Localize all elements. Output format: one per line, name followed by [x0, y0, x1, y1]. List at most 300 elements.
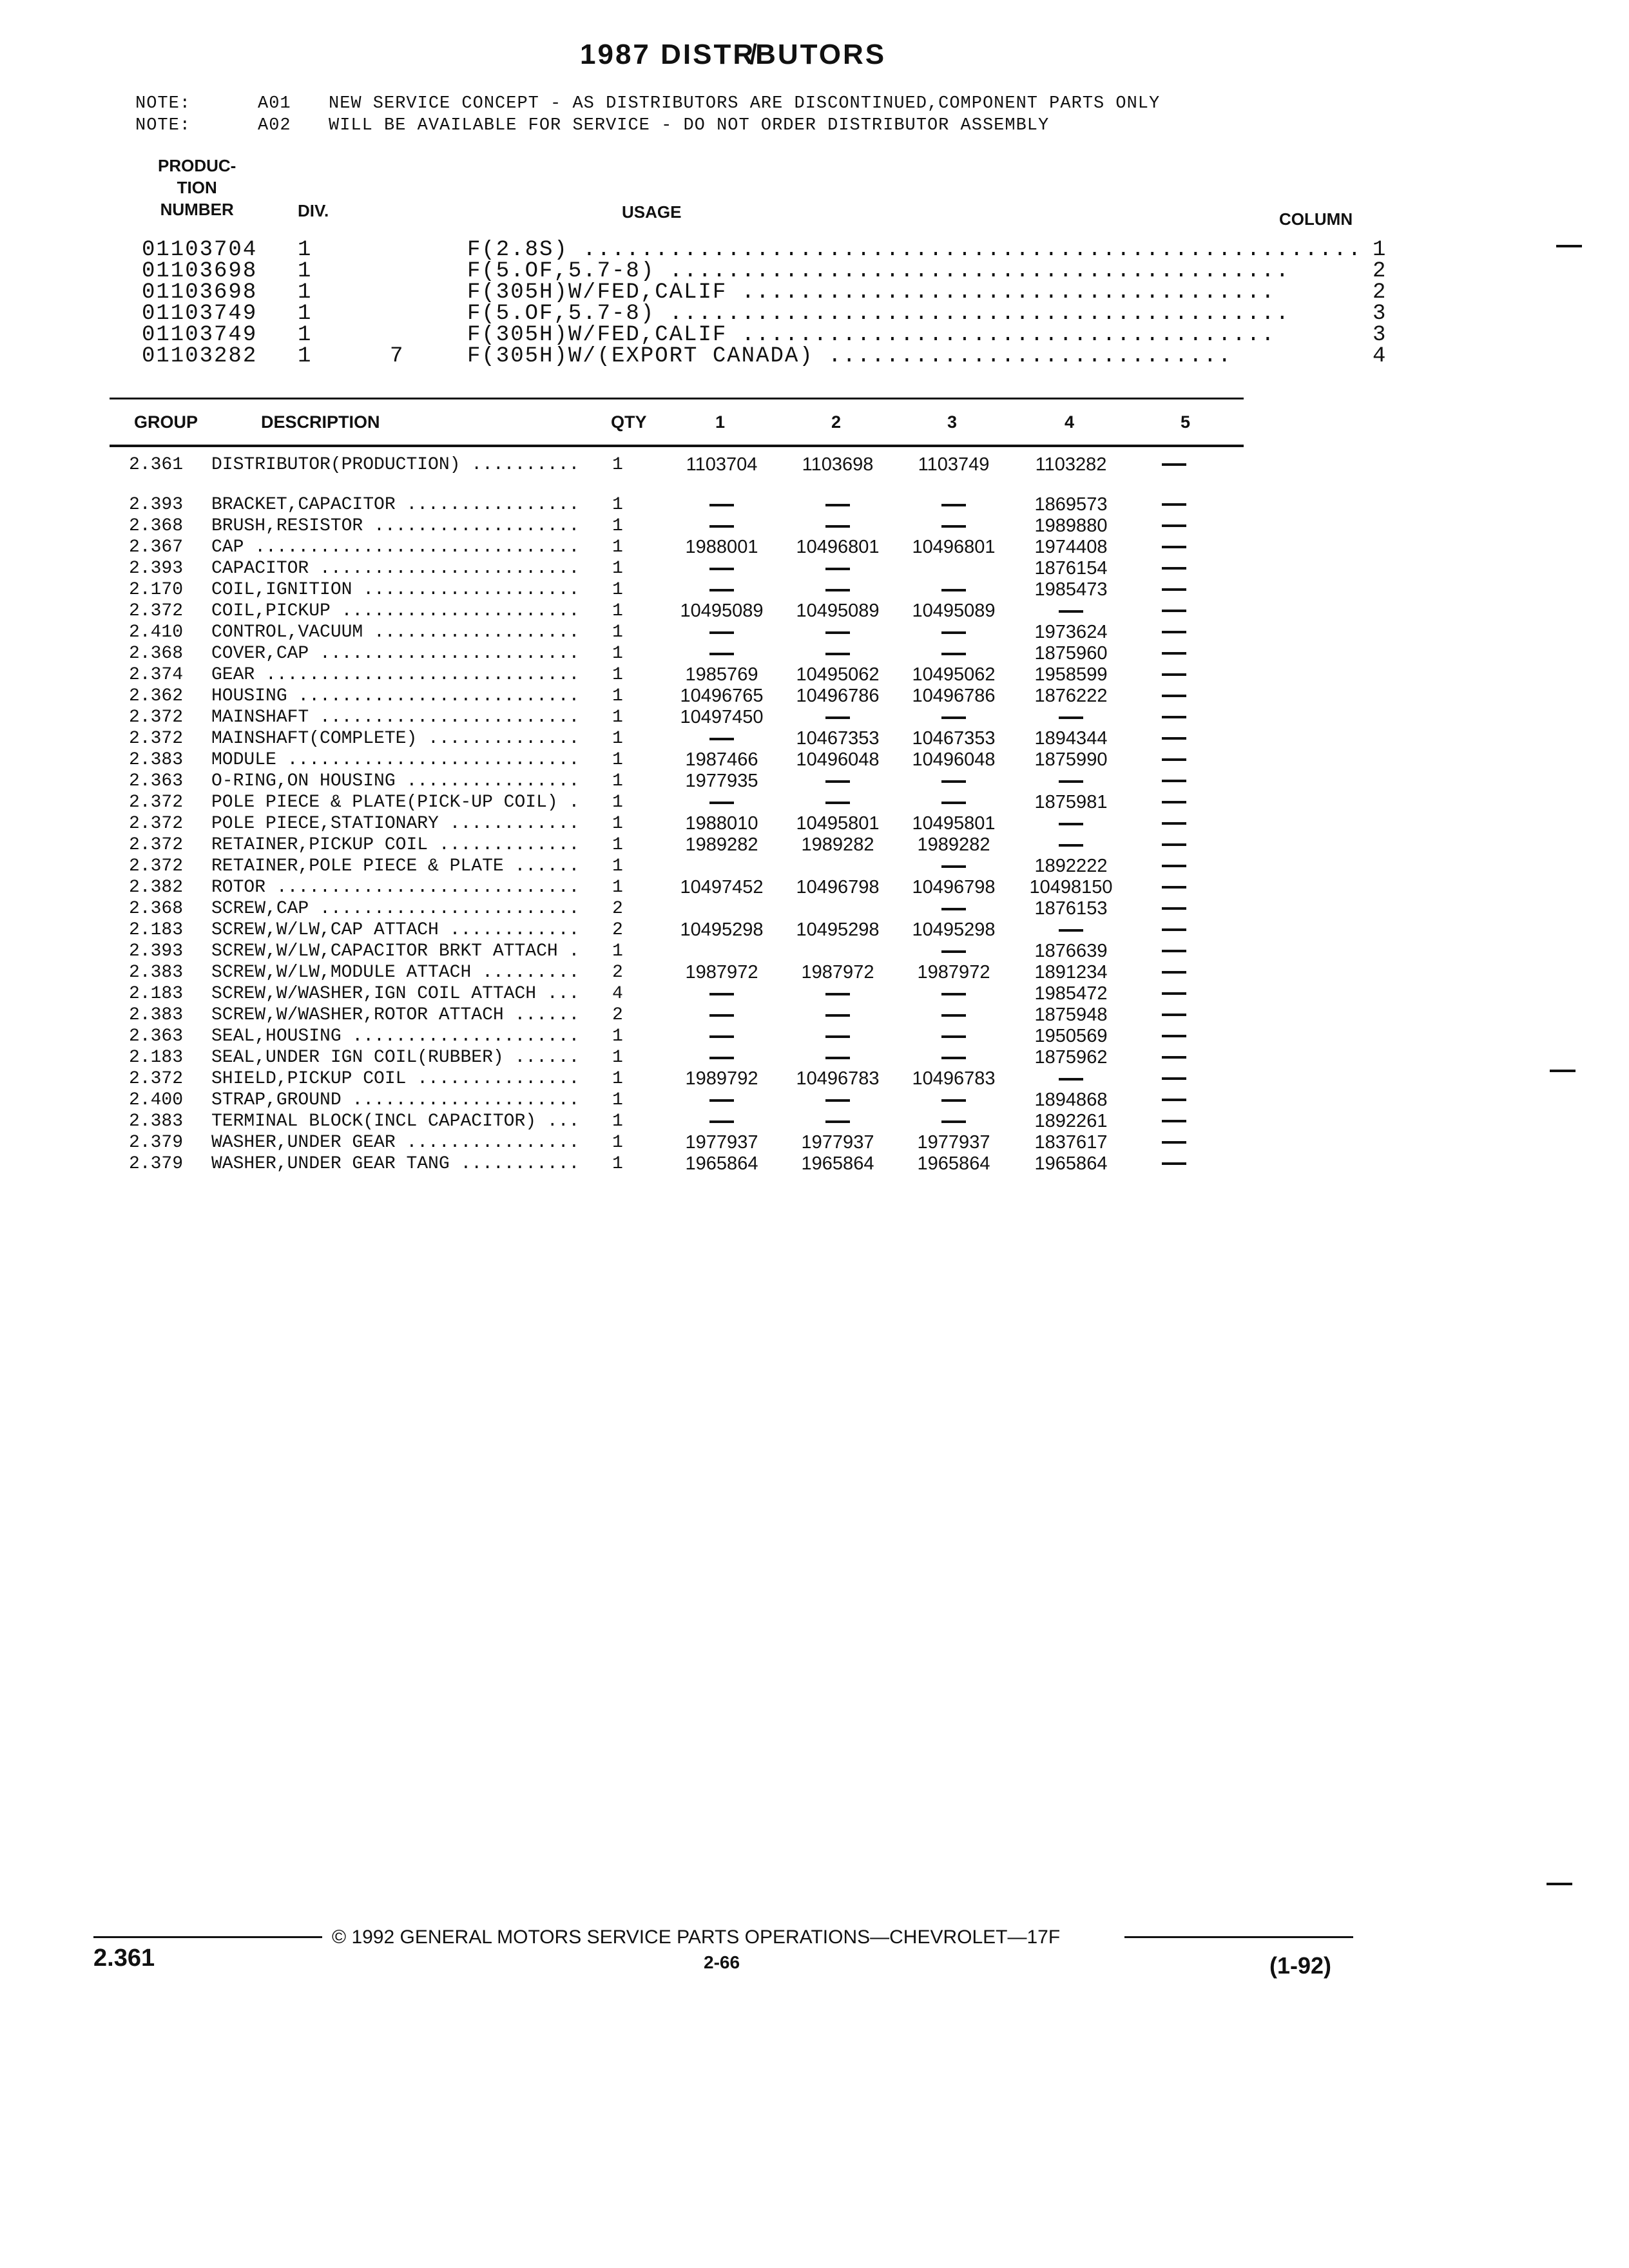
div-header: DIV. [298, 201, 329, 220]
column-4-value: 1875960 [1034, 643, 1108, 664]
column-number: 2 [1373, 259, 1387, 284]
quantity: 1 [612, 793, 623, 812]
column-2-value-dash [773, 1047, 902, 1068]
quantity: 1 [612, 1154, 623, 1174]
column-2-value-dash [773, 707, 902, 728]
part-description: MAINSHAFT ........................ [211, 707, 580, 727]
part-description: BRUSH,RESISTOR ................... [211, 516, 580, 536]
group-number: 2.368 [129, 644, 184, 664]
column-1-value-dash [657, 728, 786, 749]
column-2-value: 1965864 [801, 1153, 874, 1174]
table-row [129, 1111, 1224, 1132]
header-line: PRODUC- [158, 156, 236, 175]
quantity: 1 [612, 941, 623, 961]
not-applicable-dash [1162, 716, 1186, 718]
not-applicable-dash [825, 568, 850, 570]
table-row [129, 558, 1224, 579]
quantity: 1 [612, 622, 623, 642]
column-1-value-dash [657, 1026, 786, 1047]
note-text: NEW SERVICE CONCEPT - AS DISTRIBUTORS ARE DISCONTINUED,COMPONENT PARTS ONLY [329, 94, 1161, 113]
table-row [129, 1090, 1224, 1111]
column-5-value-dash [1161, 515, 1187, 537]
header-line: NUMBER [160, 200, 234, 219]
table-row [129, 1153, 1224, 1175]
quantity: 1 [612, 1048, 623, 1068]
part-description: SHIELD,PICKUP COIL ............... [211, 1069, 580, 1089]
not-applicable-dash [1059, 929, 1083, 932]
group-number: 2.367 [129, 537, 184, 557]
group-number: 2.183 [129, 984, 184, 1004]
quantity: 1 [612, 580, 623, 600]
column-5-value-dash [1161, 1026, 1187, 1047]
column-3-value-dash [889, 898, 1018, 919]
group-number: 2.372 [129, 835, 184, 855]
quantity: 1 [612, 729, 623, 749]
not-applicable-dash [941, 802, 966, 804]
column-2-value-dash [773, 1004, 902, 1026]
part-description: GEAR ............................. [211, 665, 580, 685]
not-applicable-dash [1162, 588, 1186, 591]
division-secondary: 7 [390, 344, 405, 369]
column-3-value: 10495298 [912, 919, 996, 940]
column-4-value-dash [1007, 1068, 1135, 1090]
not-applicable-dash [825, 504, 850, 506]
group-number: 2.383 [129, 1005, 184, 1025]
column-2-value: 1103698 [802, 454, 874, 475]
column-1-value: 1977937 [685, 1132, 758, 1153]
table-row [129, 877, 1224, 898]
footer-rule-right [1124, 1936, 1353, 1938]
group-number: 2.372 [129, 793, 184, 812]
not-applicable-dash [1162, 907, 1186, 910]
table-row [129, 919, 1224, 941]
column-3-value-dash [889, 1111, 1018, 1132]
column-5-value-dash [1161, 579, 1187, 601]
part-description: DISTRIBUTOR(PRODUCTION) .......... [211, 455, 580, 475]
column-3-value-dash [889, 856, 1018, 877]
column-2-value-dash [773, 771, 902, 792]
group-number: 2.183 [129, 920, 184, 940]
column-1-value-dash [657, 1111, 786, 1132]
quantity: 2 [612, 920, 623, 940]
part-description: RETAINER,PICKUP COIL ............. [211, 835, 580, 855]
column-4-header: 4 [1065, 412, 1075, 432]
not-applicable-dash [1162, 928, 1186, 931]
column-4-value: 1875990 [1034, 749, 1108, 770]
part-description: MAINSHAFT(COMPLETE) .............. [211, 729, 580, 749]
usage-text: F(305H)W/FED,CALIF ..................................... [467, 325, 1276, 346]
quantity: 1 [612, 750, 623, 770]
table-top-rule [110, 398, 1244, 399]
column-number: 2 [1373, 280, 1387, 305]
column-5-value-dash [1161, 962, 1187, 983]
part-description: COIL,IGNITION .................... [211, 580, 580, 600]
quantity: 1 [612, 455, 623, 475]
usage-text: F(2.8S) ...................................................... [467, 240, 1363, 261]
production-number: 01103749 [142, 323, 258, 347]
column-5-value-dash [1161, 834, 1187, 856]
column-1-value: 1965864 [685, 1153, 758, 1174]
part-description: POLE PIECE & PLATE(PICK-UP COIL) . [211, 793, 580, 812]
column-4-value: 1894868 [1034, 1090, 1108, 1110]
column-3-value: 10496786 [912, 686, 996, 706]
column-3-value: 10496798 [912, 877, 996, 898]
not-applicable-dash [1162, 1120, 1186, 1122]
quantity: 1 [612, 1069, 623, 1089]
column-2-value-dash [773, 494, 902, 515]
group-number: 2.372 [129, 1069, 184, 1089]
part-description: HOUSING .......................... [211, 686, 580, 706]
column-2-value-dash [773, 515, 902, 537]
part-description: BRACKET,CAPACITOR ................ [211, 495, 580, 515]
column-4-value: 1958599 [1034, 664, 1108, 685]
table-row [129, 792, 1224, 813]
not-applicable-dash [1162, 1162, 1186, 1165]
not-applicable-dash [941, 1099, 966, 1102]
group-number: 2.362 [129, 686, 184, 706]
column-3-value-dash [889, 1004, 1018, 1026]
column-4-value: 1837617 [1034, 1132, 1108, 1153]
column-number: 1 [1373, 238, 1387, 262]
production-number: 01103749 [142, 302, 258, 326]
production-number: 01103282 [142, 344, 258, 369]
not-applicable-dash [941, 865, 966, 868]
quantity: 1 [612, 495, 623, 515]
quantity: 1 [612, 516, 623, 536]
not-applicable-dash [1162, 1056, 1186, 1059]
table-row [129, 643, 1224, 664]
group-number: 2.372 [129, 856, 184, 876]
column-3-value-dash [889, 1090, 1018, 1111]
not-applicable-dash [825, 631, 850, 634]
table-row [129, 1068, 1224, 1090]
column-5-value-dash [1161, 728, 1187, 749]
group-number: 2.361 [129, 455, 184, 475]
column-5-value-dash [1161, 919, 1187, 941]
margin-mark [1556, 245, 1582, 247]
part-description: SCREW,W/LW,CAPACITOR BRKT ATTACH . [211, 941, 580, 961]
part-description: CAPACITOR ........................ [211, 559, 580, 579]
column-5-value-dash [1161, 454, 1187, 476]
note-label: NOTE: [135, 116, 191, 135]
column-4-value: 1892222 [1034, 856, 1108, 876]
part-description: RETAINER,POLE PIECE & PLATE ...... [211, 856, 580, 876]
column-4-value: 1892261 [1034, 1111, 1108, 1131]
table-row [129, 537, 1224, 558]
table-row [129, 686, 1224, 707]
column-1-value: 10497450 [680, 707, 764, 727]
column-2-value-dash [773, 579, 902, 601]
table-row [129, 664, 1224, 686]
not-applicable-dash [825, 1099, 850, 1102]
column-5-value-dash [1161, 792, 1187, 813]
column-3-value-dash [889, 792, 1018, 813]
division: 1 [298, 344, 313, 369]
column-1-value: 1987972 [685, 962, 758, 983]
column-2-header: 2 [831, 412, 842, 432]
not-applicable-dash [709, 738, 734, 740]
column-3-value: 10495062 [912, 664, 996, 685]
not-applicable-dash [825, 1057, 850, 1059]
column-4-value: 1876222 [1034, 686, 1108, 706]
column-5-value-dash [1161, 1111, 1187, 1132]
table-row [129, 728, 1224, 749]
column-4-value-dash [1007, 601, 1135, 622]
quantity: 1 [612, 814, 623, 834]
column-1-value: 10495298 [680, 919, 764, 940]
division: 1 [298, 259, 313, 284]
column-5-value-dash [1161, 601, 1187, 622]
usage-text: F(305H)W/FED,CALIF ..................................... [467, 282, 1276, 303]
column-5-value-dash [1161, 707, 1187, 728]
column-3-value: 10495801 [912, 813, 996, 834]
column-5-value-dash [1161, 664, 1187, 686]
table-row [129, 1004, 1224, 1026]
not-applicable-dash [1162, 1035, 1186, 1037]
table-row [129, 1026, 1224, 1047]
group-number: 2.372 [129, 729, 184, 749]
not-applicable-dash [1059, 844, 1083, 847]
column-2-value: 10496801 [796, 537, 880, 557]
not-applicable-dash [825, 525, 850, 528]
column-4-value: 1876639 [1034, 941, 1108, 961]
not-applicable-dash [709, 568, 734, 570]
column-5-value-dash [1161, 1132, 1187, 1153]
not-applicable-dash [1162, 631, 1186, 633]
usage-text: F(5.OF,5.7-8) ........................................... [467, 303, 1290, 325]
column-4-value: 1891234 [1034, 962, 1108, 983]
column-1-header: 1 [715, 412, 726, 432]
quantity: 2 [612, 1005, 623, 1025]
quantity: 1 [612, 537, 623, 557]
column-5-value-dash [1161, 877, 1187, 898]
column-3-header: 3 [947, 412, 958, 432]
column-5-header: 5 [1181, 412, 1191, 432]
column-3-value: 1977937 [917, 1132, 990, 1153]
column-2-value-dash [773, 1090, 902, 1111]
column-1-value: 1989282 [685, 834, 758, 855]
part-description: SCREW,W/LW,CAP ATTACH ............ [211, 920, 580, 940]
quantity: 1 [612, 1133, 623, 1153]
not-applicable-dash [1162, 886, 1186, 889]
table-row [129, 941, 1224, 962]
not-applicable-dash [941, 716, 966, 719]
column-5-value-dash [1161, 813, 1187, 834]
group-number: 2.393 [129, 559, 184, 579]
column-1-value: 1989792 [685, 1068, 758, 1089]
quantity: 2 [612, 963, 623, 983]
column-4-value: 1876154 [1034, 558, 1108, 579]
quantity: 1 [612, 644, 623, 664]
not-applicable-dash [941, 1057, 966, 1059]
column-5-value-dash [1161, 983, 1187, 1004]
group-number: 2.383 [129, 750, 184, 770]
quantity: 1 [612, 707, 623, 727]
column-5-value-dash [1161, 1004, 1187, 1026]
not-applicable-dash [825, 716, 850, 719]
column-4-value: 1985473 [1034, 579, 1108, 600]
not-applicable-dash [1059, 716, 1083, 719]
not-applicable-dash [1162, 780, 1186, 782]
column-3-value-dash [889, 579, 1018, 601]
column-4-value: 1875981 [1034, 792, 1108, 812]
column-3-value: 1965864 [917, 1153, 990, 1174]
usage-text: F(5.OF,5.7-8) ........................................... [467, 261, 1290, 282]
production-number-header [158, 155, 236, 220]
production-number: 01103698 [142, 280, 258, 305]
not-applicable-dash [1162, 695, 1186, 697]
quantity: 1 [612, 559, 623, 579]
footer-section: 2.361 [93, 1945, 155, 1972]
group-number: 2.383 [129, 1111, 184, 1131]
column-4-value: 1103282 [1035, 454, 1107, 475]
column-4-value: 1989880 [1034, 515, 1108, 536]
column-5-value-dash [1161, 749, 1187, 771]
group-number: 2.374 [129, 665, 184, 685]
column-header: COLUMN [1279, 209, 1353, 229]
column-4-value: 1875962 [1034, 1047, 1108, 1068]
column-1-value-dash [657, 515, 786, 537]
column-2-value: 10496786 [796, 686, 880, 706]
division: 1 [298, 238, 313, 262]
not-applicable-dash [1162, 673, 1186, 676]
column-3-value: 1103749 [918, 454, 990, 475]
part-description: SCREW,W/WASHER,ROTOR ATTACH ...... [211, 1005, 580, 1025]
group-number: 2.372 [129, 707, 184, 727]
column-number: 3 [1373, 302, 1387, 326]
table-row [129, 494, 1224, 515]
quantity: 1 [612, 1090, 623, 1110]
column-number: 4 [1373, 344, 1387, 369]
page-title: 1987 DISTR̸BUTORS [580, 39, 887, 70]
column-2-value-dash [773, 622, 902, 643]
column-3-value-dash [889, 983, 1018, 1004]
quantity: 1 [612, 665, 623, 685]
column-4-value-dash [1007, 707, 1135, 728]
group-number: 2.393 [129, 941, 184, 961]
column-1-value: 1988001 [685, 537, 758, 557]
column-5-value-dash [1161, 622, 1187, 643]
table-row [129, 1047, 1224, 1068]
column-2-value: 10496798 [796, 877, 880, 898]
group-number: 2.379 [129, 1154, 184, 1174]
column-2-value: 1987972 [801, 962, 874, 983]
not-applicable-dash [709, 653, 734, 655]
not-applicable-dash [825, 589, 850, 591]
part-description: WASHER,UNDER GEAR TANG ........... [211, 1154, 580, 1174]
not-applicable-dash [941, 504, 966, 506]
not-applicable-dash [709, 1035, 734, 1038]
not-applicable-dash [825, 993, 850, 995]
column-1-value-dash [657, 494, 786, 515]
header-line: TION [177, 178, 217, 197]
column-5-value-dash [1161, 558, 1187, 579]
quantity: 2 [612, 899, 623, 919]
not-applicable-dash [709, 802, 734, 804]
column-5-value-dash [1161, 856, 1187, 877]
not-applicable-dash [825, 1014, 850, 1017]
table-row [129, 813, 1224, 834]
table-row [129, 622, 1224, 643]
column-3-value: 1987972 [917, 962, 990, 983]
not-applicable-dash [941, 525, 966, 528]
column-3-value: 10496048 [912, 749, 996, 770]
note-code: A01 [258, 94, 291, 113]
column-5-value-dash [1161, 941, 1187, 962]
table-row [129, 579, 1224, 601]
not-applicable-dash [709, 1057, 734, 1059]
group-number: 2.379 [129, 1133, 184, 1153]
column-4-value: 1974408 [1034, 537, 1108, 557]
column-2-value: 10467353 [796, 728, 880, 749]
part-description: SCREW,W/WASHER,IGN COIL ATTACH ... [211, 984, 580, 1004]
table-row [129, 962, 1224, 983]
not-applicable-dash [709, 525, 734, 528]
column-5-value-dash [1161, 771, 1187, 792]
not-applicable-dash [941, 653, 966, 655]
column-3-value: 10496783 [912, 1068, 996, 1089]
column-4-value-dash [1007, 919, 1135, 941]
not-applicable-dash [941, 1014, 966, 1017]
not-applicable-dash [941, 589, 966, 591]
quantity: 1 [612, 856, 623, 876]
not-applicable-dash [709, 589, 734, 591]
not-applicable-dash [1162, 463, 1186, 466]
column-2-value-dash [773, 983, 902, 1004]
column-1-value-dash [657, 558, 786, 579]
column-2-value: 10495089 [796, 601, 880, 621]
quantity: 1 [612, 771, 623, 791]
not-applicable-dash [941, 1035, 966, 1038]
not-applicable-dash [1162, 652, 1186, 655]
part-description: O-RING,ON HOUSING ................ [211, 771, 580, 791]
column-1-value: 10496765 [680, 686, 764, 706]
not-applicable-dash [709, 1014, 734, 1017]
column-4-value-dash [1007, 813, 1135, 834]
column-4-value: 1875948 [1034, 1004, 1108, 1025]
part-description: POLE PIECE,STATIONARY ............ [211, 814, 580, 834]
column-3-value-dash [889, 771, 1018, 792]
margin-mark [1547, 1883, 1572, 1885]
not-applicable-dash [941, 1120, 966, 1123]
column-3-value: 10495089 [912, 601, 996, 621]
quantity: 1 [612, 601, 623, 621]
part-description: WASHER,UNDER GEAR ................ [211, 1133, 580, 1153]
column-1-value-dash [657, 622, 786, 643]
group-number: 2.170 [129, 580, 184, 600]
division: 1 [298, 280, 313, 305]
not-applicable-dash [1059, 823, 1083, 825]
column-5-value-dash [1161, 494, 1187, 515]
column-3-value-dash [889, 941, 1018, 962]
table-row [129, 601, 1224, 622]
column-1-value: 1987466 [685, 749, 758, 770]
column-4-value: 1876153 [1034, 898, 1108, 919]
column-1-value-dash [657, 1047, 786, 1068]
column-4-value-dash [1007, 771, 1135, 792]
note-text: WILL BE AVAILABLE FOR SERVICE - DO NOT ORDER DISTRIBUTOR ASSEMBLY [329, 116, 1050, 135]
column-2-value: 10495801 [796, 813, 880, 834]
column-1-value-dash [657, 1090, 786, 1111]
not-applicable-dash [825, 1120, 850, 1123]
notes-block [135, 93, 1160, 137]
part-description: SCREW,CAP ........................ [211, 899, 580, 919]
column-3-value-dash [889, 643, 1018, 664]
footer-date: (1-92) [1269, 1952, 1332, 1979]
column-2-value-dash [773, 558, 902, 579]
column-1-value-dash [657, 983, 786, 1004]
table-row [129, 707, 1224, 728]
